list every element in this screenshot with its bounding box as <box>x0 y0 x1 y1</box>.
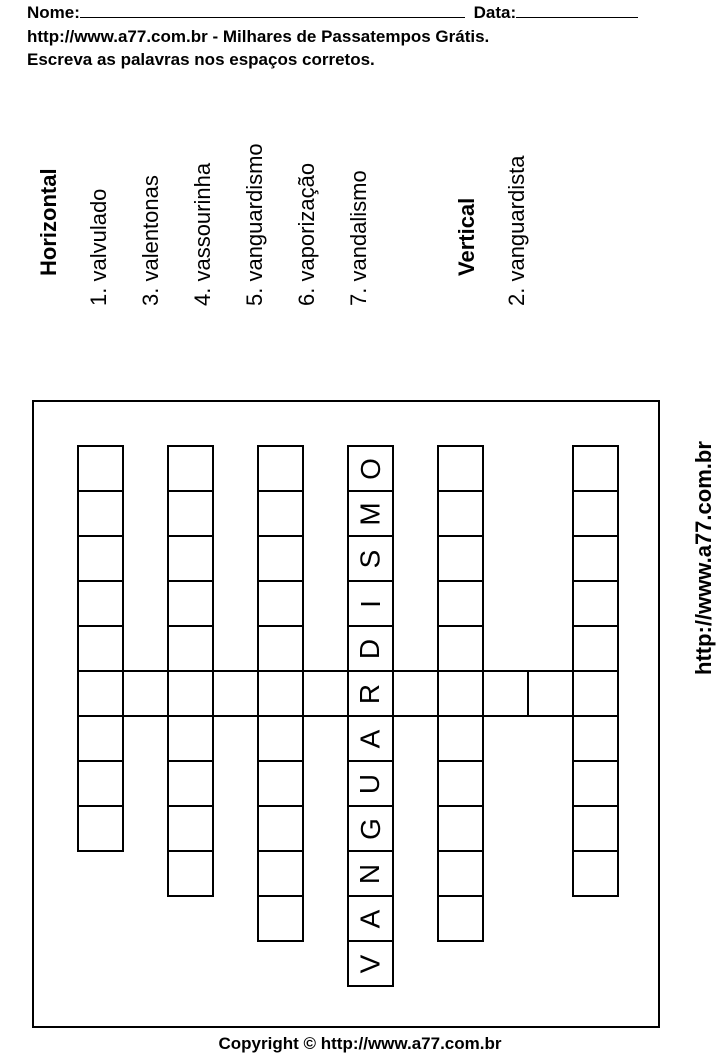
horizontal-clue: 6. vaporização <box>294 162 319 306</box>
grid-cell[interactable] <box>167 535 214 582</box>
horizontal-title: Horizontal <box>36 168 61 276</box>
grid-letter: S <box>354 549 386 568</box>
grid-cell[interactable] <box>572 715 619 762</box>
grid-letter: U <box>354 773 386 794</box>
grid-cell[interactable] <box>347 535 394 582</box>
grid-cell[interactable] <box>257 670 304 717</box>
grid-cell[interactable] <box>437 715 484 762</box>
grid-cell[interactable] <box>527 670 574 717</box>
grid-cell[interactable] <box>77 670 124 717</box>
grid-cell[interactable] <box>77 535 124 582</box>
grid-cell[interactable] <box>347 580 394 627</box>
grid-cell[interactable] <box>257 715 304 762</box>
horizontal-clue: 1. valvulado <box>86 188 111 306</box>
grid-cell[interactable] <box>437 670 484 717</box>
grid-cell[interactable] <box>437 625 484 672</box>
grid-cell[interactable] <box>212 670 259 717</box>
grid-cell[interactable] <box>347 895 394 942</box>
grid-cell[interactable] <box>257 625 304 672</box>
grid-cell[interactable] <box>347 805 394 852</box>
grid-cell[interactable] <box>437 490 484 537</box>
grid-cell[interactable] <box>572 445 619 492</box>
grid-cell[interactable] <box>437 580 484 627</box>
grid-cell[interactable] <box>347 760 394 807</box>
grid-cell[interactable] <box>167 490 214 537</box>
grid-cell[interactable] <box>572 850 619 897</box>
grid-letter: N <box>354 863 386 884</box>
grid-cell[interactable] <box>257 805 304 852</box>
grid-cell[interactable] <box>572 760 619 807</box>
name-date-line <box>27 2 638 23</box>
grid-cell[interactable] <box>257 760 304 807</box>
grid-cell[interactable] <box>437 535 484 582</box>
horizontal-clue: 5. vanguardismo <box>242 143 267 306</box>
name-label: Nome: <box>27 3 80 22</box>
grid-cell[interactable] <box>302 670 349 717</box>
vertical-title: Vertical <box>454 197 479 276</box>
horizontal-clue: 4. vassourinha <box>190 162 215 306</box>
date-field[interactable] <box>516 2 638 18</box>
grid-cell[interactable] <box>257 895 304 942</box>
grid-cell[interactable] <box>167 580 214 627</box>
horizontal-clue: 3. valentonas <box>138 175 163 306</box>
horizontal-clue: 7. vandalismo <box>346 170 371 306</box>
grid-cell[interactable] <box>77 580 124 627</box>
grid-cell[interactable] <box>347 850 394 897</box>
grid-letter: I <box>354 599 386 608</box>
grid-cell[interactable] <box>437 895 484 942</box>
grid-letter: A <box>354 729 386 748</box>
grid-cell[interactable] <box>167 625 214 672</box>
grid-cell[interactable] <box>77 625 124 672</box>
grid-cell[interactable] <box>437 805 484 852</box>
grid-letter: G <box>354 817 386 840</box>
grid-letter: R <box>354 683 386 704</box>
grid-cell[interactable] <box>392 670 439 717</box>
grid-cell[interactable] <box>572 535 619 582</box>
grid-cell[interactable] <box>167 805 214 852</box>
grid-cell[interactable] <box>347 490 394 537</box>
grid-cell[interactable] <box>77 490 124 537</box>
grid-cell[interactable] <box>257 445 304 492</box>
grid-cell[interactable] <box>572 805 619 852</box>
side-url: http://www.a77.com.br <box>691 441 716 675</box>
grid-cell[interactable] <box>77 805 124 852</box>
copyright: Copyright © http://www.a77.com.br <box>218 1034 502 1053</box>
grid-cell[interactable] <box>257 535 304 582</box>
grid-letter: M <box>354 501 386 526</box>
grid-cell[interactable] <box>347 715 394 762</box>
grid-cell[interactable] <box>347 940 394 987</box>
grid-cell[interactable] <box>482 670 529 717</box>
grid-letter: D <box>354 638 386 659</box>
grid-cell[interactable] <box>167 760 214 807</box>
grid-cell[interactable] <box>167 850 214 897</box>
grid-cell[interactable] <box>167 715 214 762</box>
grid-cell[interactable] <box>347 625 394 672</box>
grid-cell[interactable] <box>572 625 619 672</box>
grid-cell[interactable] <box>347 670 394 717</box>
grid-cell[interactable] <box>257 490 304 537</box>
grid-cell[interactable] <box>77 760 124 807</box>
vertical-clue: 2. vanguardista <box>504 155 529 306</box>
grid-cell[interactable] <box>122 670 169 717</box>
grid-cell[interactable] <box>257 580 304 627</box>
grid-letter: A <box>354 909 386 928</box>
grid-cell[interactable] <box>572 490 619 537</box>
grid-cell[interactable] <box>437 850 484 897</box>
grid-cell[interactable] <box>167 445 214 492</box>
grid-cell[interactable] <box>167 670 214 717</box>
grid-cell[interactable] <box>257 850 304 897</box>
grid-letter: O <box>354 457 386 480</box>
name-field[interactable] <box>80 2 465 18</box>
grid-cell[interactable] <box>347 445 394 492</box>
date-label: Data: <box>473 3 517 22</box>
grid-cell[interactable] <box>572 580 619 627</box>
site-line: http://www.a77.com.br - Milhares de Passatempos Grátis. <box>27 27 490 46</box>
grid-cell[interactable] <box>437 760 484 807</box>
grid-cell[interactable] <box>77 715 124 762</box>
grid-cell[interactable] <box>572 670 619 717</box>
grid-cell[interactable] <box>77 445 124 492</box>
grid-letter: V <box>354 954 386 973</box>
instruction: Escreva as palavras nos espaços corretos. <box>27 50 375 69</box>
grid-cell[interactable] <box>437 445 484 492</box>
